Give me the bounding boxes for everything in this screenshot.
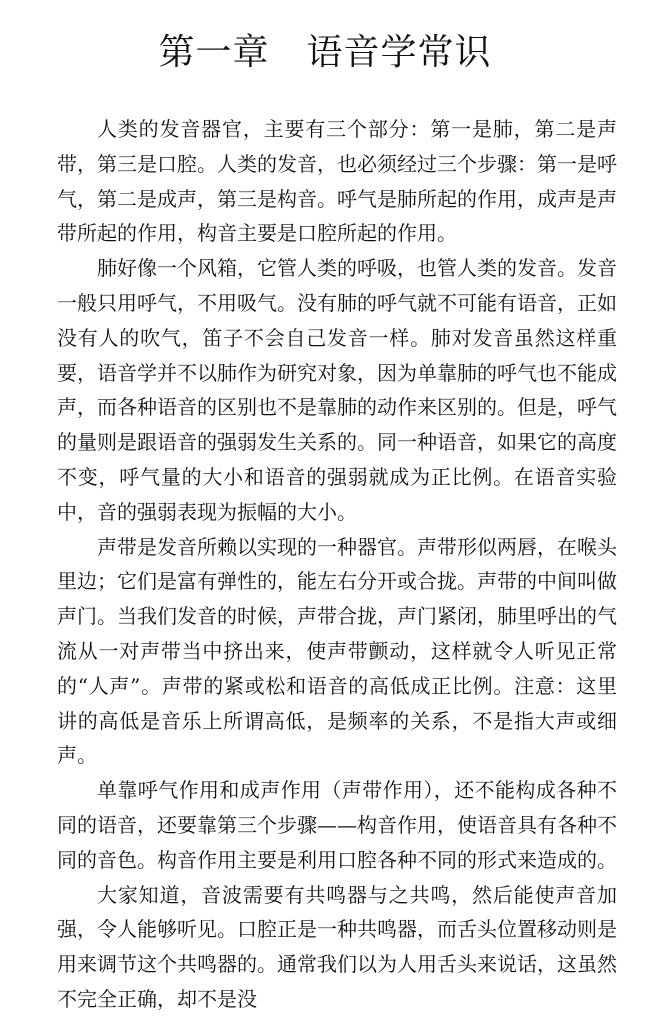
chapter-title: 第一章 语音学常识	[158, 32, 492, 73]
paragraph-4: 单靠呼气作用和成声作用（声带作用），还不能构成各种不同的语音，还要靠第三个步骤——构音作用，使语音具有各种不同的音色。构音作用主要是利用口腔各种不同的形式来造成的。	[57, 778, 617, 872]
paragraph-1: 人类的发音器官，主要有三个部分：第一是肺，第二是声带，第三是口腔。人类的发音，也必须经过三个步骤：第一是呼气，第二是成声，第三是构音。呼气是肺所起的作用，成声是声带所起的作用，构音主要是口腔所起的作用。	[57, 117, 617, 246]
paragraph-5: 大家知道，音波需要有共鸣器与之共鸣，然后能使声音加强，令人能够听见。口腔正是一种共鸣器，而舌头位置移动则是用来调节这个共鸣器的。通常我们以为人用舌头来说话，这虽然不完全正确，却不是没	[57, 882, 617, 1011]
body-text	[57, 112, 617, 1017]
paragraph-3: 声带是发音所赖以实现的一种器官。声带形似两唇，在喉头里边；它们是富有弹性的，能左右分开或合拢。声带的中间叫做声门。当我们发音的时候，声带合拢，声门紧闭，肺里呼出的气流从一对声带当中挤出来，使声带颤动，这样就令人听见正常的“人声”。声带的紧或松和语音的高低成正比例。注意：这里讲的高低是音乐上所谓高低，是频率的关系，不是指大声或细声。	[57, 534, 617, 768]
paragraph-2: 肺好像一个风箱，它管人类的呼吸，也管人类的发音。发音一般只用呼气，不用吸气。没有肺的呼气就不可能有语音，正如没有人的吹气，笛子不会自己发音一样。肺对发音虽然这样重要，语音学并不以肺作为研究对象，因为单靠肺的呼气也不能成声，而各种语音的区别也不是靠肺的动作来区别的。但是，呼气的量则是跟语音的强弱发生关系的。同一种语音，如果它的高度不变，呼气量的大小和语音的强弱就成为正比例。在语音实验中，音的强弱表现为振幅的大小。	[57, 256, 617, 524]
